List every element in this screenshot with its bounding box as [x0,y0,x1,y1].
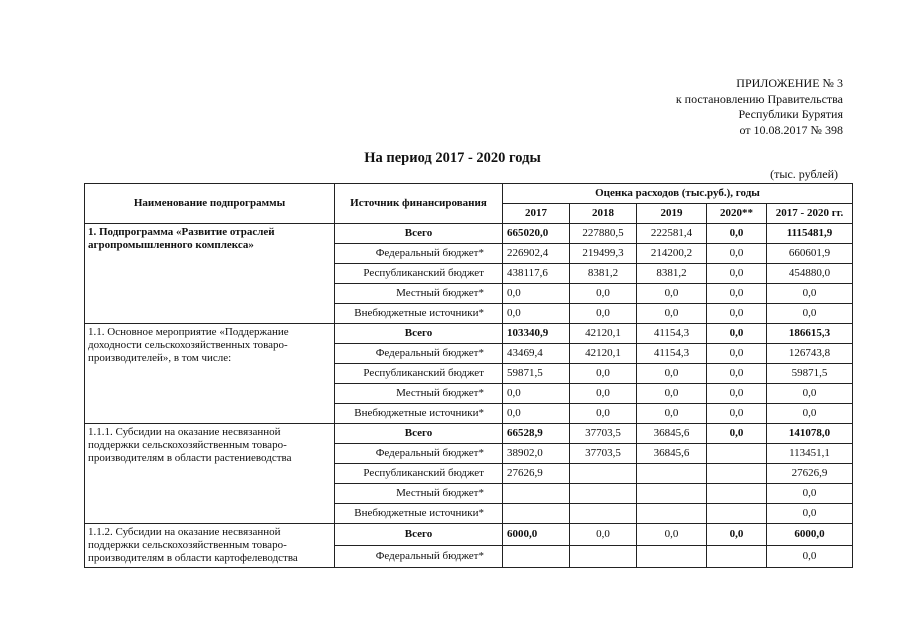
value-cell: 36845,6 [637,424,707,444]
header-estimate: Оценка расходов (тыс.руб.), годы [503,184,853,204]
funding-source: Республиканский бюджет [335,364,503,384]
funding-source: Всего [335,424,503,444]
value-cell: 0,0 [503,404,570,424]
value-cell: 214200,2 [637,244,707,264]
funding-source: Внебюджетные источники* [335,404,503,424]
value-cell: 0,0 [637,384,707,404]
table-row [85,524,853,546]
value-cell: 0,0 [707,384,767,404]
total-value-cell: 0,0 [767,484,853,504]
value-cell [503,504,570,524]
appendix-number: ПРИЛОЖЕНИЕ № 3 [736,76,843,90]
value-cell: 41154,3 [637,344,707,364]
value-cell: 6000,0 [503,524,570,546]
total-value-cell: 186615,3 [767,324,853,344]
value-cell: 0,0 [707,224,767,244]
total-value-cell: 141078,0 [767,424,853,444]
value-cell [707,444,767,464]
value-cell: 222581,4 [637,224,707,244]
funding-source: Республиканский бюджет [335,264,503,284]
value-cell: 41154,3 [637,324,707,344]
program-name: 1.1.1. Субсидии на оказание несвязанной поддержки сельскохозяйственным товаро-производителям в области растениеводства [85,424,335,524]
value-cell: 0,0 [707,304,767,324]
total-value-cell: 0,0 [767,304,853,324]
total-value-cell: 0,0 [767,404,853,424]
funding-source: Внебюджетные источники* [335,504,503,524]
total-value-cell: 59871,5 [767,364,853,384]
total-value-cell: 1115481,9 [767,224,853,244]
document-title: На период 2017 - 2020 годы [364,150,541,166]
value-cell: 37703,5 [570,424,637,444]
value-cell: 42120,1 [570,324,637,344]
value-cell: 37703,5 [570,444,637,464]
value-cell: 0,0 [707,264,767,284]
value-cell [707,464,767,484]
value-cell: 43469,4 [503,344,570,364]
funding-source: Внебюджетные источники* [335,304,503,324]
value-cell: 38902,0 [503,444,570,464]
table-row [85,324,853,344]
value-cell: 0,0 [707,524,767,546]
value-cell: 0,0 [570,364,637,384]
value-cell: 0,0 [707,344,767,364]
value-cell [570,484,637,504]
program-name: 1. Подпрограмма «Развитие отраслей агропромышленного комплекса» [85,224,335,324]
value-cell: 0,0 [503,384,570,404]
appendix-republic: Республики Бурятия [738,107,843,121]
table-row [85,424,853,444]
total-value-cell: 0,0 [767,546,853,568]
program-name: 1.1. Основное мероприятие «Поддержание доходности сельскохозяйственных товаро-производителей», в том числе: [85,324,335,424]
value-cell: 103340,9 [503,324,570,344]
value-cell: 66528,9 [503,424,570,444]
header-total-period: 2017 - 2020 гг. [767,204,853,224]
value-cell: 226902,4 [503,244,570,264]
value-cell [570,504,637,524]
total-value-cell: 6000,0 [767,524,853,546]
value-cell: 0,0 [570,284,637,304]
value-cell: 0,0 [707,244,767,264]
value-cell: 0,0 [707,284,767,304]
expenses-table [84,183,853,568]
value-cell: 0,0 [570,404,637,424]
value-cell: 0,0 [707,324,767,344]
value-cell [637,464,707,484]
funding-source: Федеральный бюджет* [335,244,503,264]
value-cell [637,504,707,524]
funding-source: Всего [335,224,503,244]
total-value-cell: 126743,8 [767,344,853,364]
total-value-cell: 0,0 [767,384,853,404]
program-name: 1.1.2. Субсидии на оказание несвязанной поддержки сельскохозяйственным товаро-производителям в области картофелеводства [85,524,335,568]
value-cell [707,504,767,524]
value-cell: 0,0 [707,424,767,444]
value-cell [503,546,570,568]
value-cell: 227880,5 [570,224,637,244]
funding-source: Всего [335,324,503,344]
value-cell: 8381,2 [570,264,637,284]
value-cell: 0,0 [637,404,707,424]
value-cell: 59871,5 [503,364,570,384]
value-cell: 0,0 [570,384,637,404]
funding-source: Федеральный бюджет* [335,344,503,364]
total-value-cell: 113451,1 [767,444,853,464]
funding-source: Местный бюджет* [335,284,503,304]
value-cell: 0,0 [637,364,707,384]
total-value-cell: 454880,0 [767,264,853,284]
value-cell: 27626,9 [503,464,570,484]
value-cell [637,484,707,504]
appendix-header [676,76,843,138]
funding-source: Местный бюджет* [335,484,503,504]
value-cell [707,484,767,504]
header-year-2018: 2018 [570,204,637,224]
value-cell [570,546,637,568]
value-cell: 0,0 [503,284,570,304]
value-cell: 0,0 [637,284,707,304]
value-cell: 8381,2 [637,264,707,284]
appendix-decree: к постановлению Правительства [675,91,843,106]
header-program-name: Наименование подпрограммы [85,184,335,224]
value-cell: 219499,3 [570,244,637,264]
value-cell [503,484,570,504]
value-cell: 42120,1 [570,344,637,364]
funding-source: Федеральный бюджет* [335,444,503,464]
table-row [85,224,853,244]
total-value-cell: 0,0 [767,284,853,304]
total-value-cell: 0,0 [767,504,853,524]
value-cell: 0,0 [637,304,707,324]
value-cell: 0,0 [503,304,570,324]
value-cell: 36845,6 [637,444,707,464]
total-value-cell: 660601,9 [767,244,853,264]
header-year-2019: 2019 [637,204,707,224]
header-funding-source: Источник финансирования [335,184,503,224]
funding-source: Местный бюджет* [335,384,503,404]
appendix-date: от 10.08.2017 № 398 [739,122,843,137]
units-label: (тыс. рублей) [770,167,838,181]
value-cell: 438117,6 [503,264,570,284]
funding-source: Республиканский бюджет [335,464,503,484]
table-body [85,224,853,568]
value-cell [570,464,637,484]
value-cell: 665020,0 [503,224,570,244]
value-cell [707,546,767,568]
value-cell: 0,0 [570,304,637,324]
value-cell [637,546,707,568]
total-value-cell: 27626,9 [767,464,853,484]
value-cell: 0,0 [707,404,767,424]
header-year-2017: 2017 [503,204,570,224]
value-cell: 0,0 [707,364,767,384]
funding-source: Федеральный бюджет* [335,546,503,568]
funding-source: Всего [335,524,503,546]
value-cell: 0,0 [637,524,707,546]
header-year-2020: 2020** [707,204,767,224]
value-cell: 0,0 [570,524,637,546]
